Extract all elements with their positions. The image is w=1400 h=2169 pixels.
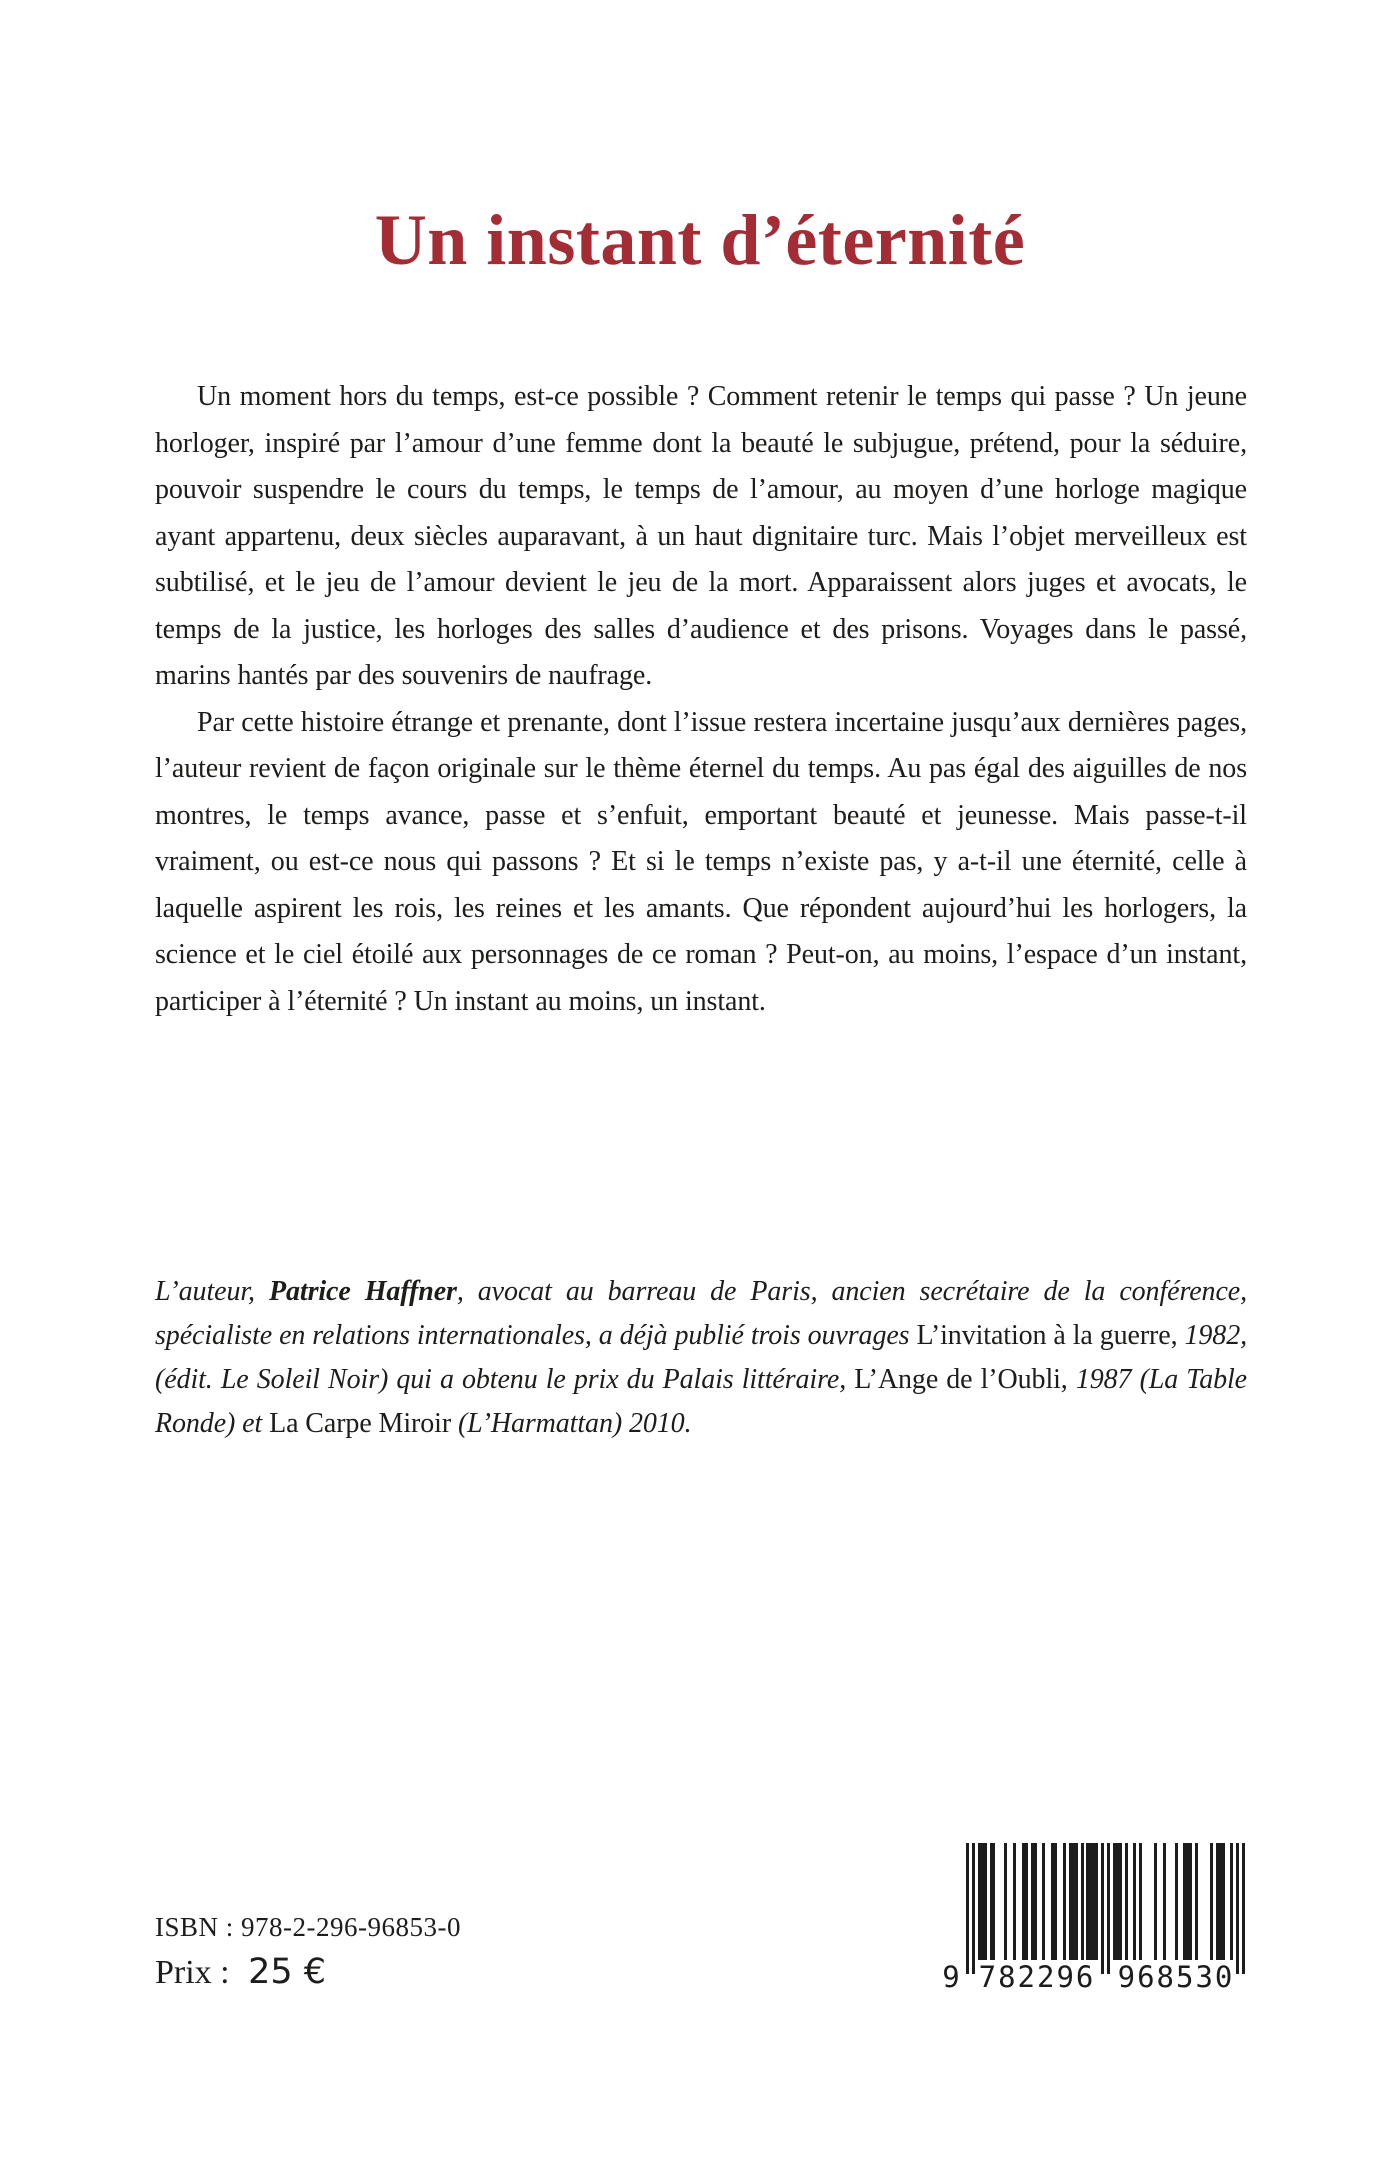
synopsis-paragraph-1: Un moment hors du temps, est-ce possible ? Comment retenir le temps qui passe ? Un jeune horloger, inspiré par l’amour d’une femme dont la beauté le subjugue, prétend, pour la séduire, pouvoir suspendre le cours du temps, le temps de l’amour, au moyen d’une horloge magique ayant appartenu, deux siècles auparavant, à un haut dignitaire turc. Mais l’objet merveilleux est subtilisé, et le jeu de l’amour devient le jeu de la mort. Apparaissent alors juges et avocats, le temps de la justice, les horloges des salles d’audience et des prisons. Voyages dans le passé, marins hantés par des souvenirs de naufrage. [155,381,1247,691]
isbn-line [155,1912,461,1943]
synopsis-paragraph-2: Par cette histoire étrange et prenante, dont l’issue restera incertaine jusqu’aux dernières pages, l’auteur revient de façon originale sur le thème éternel du temps. Au pas égal des aiguilles de nos montres, le temps avance, passe et s’enfuit, emportant beauté et jeunesse. Mais passe-t-il vraiment, ou est-ce nous qui passons ? Et si le temps n’existe pas, y a-t-il une éternité, celle à laquelle aspirent les rois, les reines et les amants. Que répondent aujourd’hui les horlogers, la science et le ciel étoilé aux personnages de ce roman ? Peut-on, au moins, l’espace d’un instant, participer à l’éternité ? Un instant au moins, un instant. [155,706,1247,1017]
isbn-label: ISBN : [155,1912,234,1942]
barcode-bars [966,1843,1247,1974]
bio-segment: Patrice Haffner [268,1276,457,1307]
bio-segment: L’invitation à la guerre, [916,1320,1178,1351]
bio-segment: L’Ange de l’Oubli, [846,1364,1068,1395]
bio-segment: , avocat au barreau de Paris, ancien secrétaire de la conférence, spécialiste en relations internationales, a déjà publié trois ouvrages [155,1276,1247,1351]
synopsis [155,374,1247,1025]
price-value: 25 € [248,1952,327,1992]
bio-segment: 1987 (La Table Ronde) et [155,1364,1248,1439]
author-bio [155,1270,1247,1446]
bio-segment: L’auteur, [155,1276,269,1307]
isbn-value: 978-2-296-96853-0 [241,1912,461,1942]
bio-segment: (L’Harmattan) 2010. [451,1408,692,1439]
ean13-barcode [942,1843,1247,1995]
barcode-digit-lead: 9 [942,1960,960,1994]
bio-segment: 1982, (édit. Le Soleil Noir) qui a obtenu le prix du Palais littéraire, [155,1320,1247,1395]
price-label: Prix : [155,1954,230,1991]
barcode-digits-left: 782296 [978,1960,1096,1994]
bio-segment: La Carpe Miroir [262,1408,452,1439]
barcode-digits-right: 968530 [1117,1960,1235,1994]
book-title: Un instant d’éternité [374,200,1026,280]
price-line [155,1952,326,1992]
